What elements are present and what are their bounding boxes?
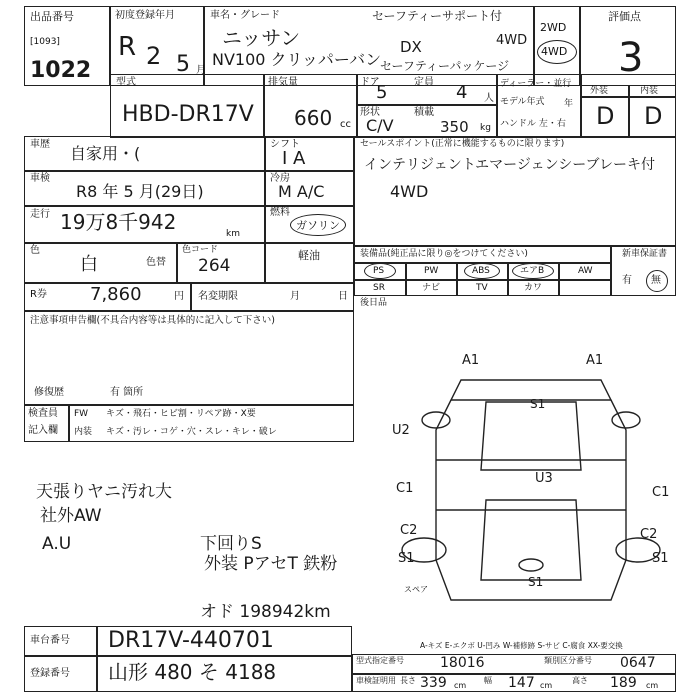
recycle-unit: 円 <box>174 291 184 302</box>
category-label: 類別区分番号 <box>544 656 592 665</box>
interior-label-2: 内装 <box>74 427 93 437</box>
divider <box>68 404 70 442</box>
shift-value: I A <box>282 148 306 169</box>
divider <box>558 262 560 296</box>
drive-2wd: 2WD <box>540 21 567 34</box>
score-value: 3 <box>618 35 644 81</box>
color-code-label: 色コード <box>182 245 219 255</box>
exterior-grade: D <box>596 102 615 130</box>
divider <box>405 262 407 296</box>
model-year-unit: 年 <box>564 99 574 109</box>
note-line5: 外装 PアセT 鉄粉 <box>204 554 338 574</box>
width-unit: cm <box>540 681 553 690</box>
selling-points-line2: 4WD <box>390 182 429 201</box>
interior-items: キズ・汚レ・コゲ・穴・スレ・キレ・破レ <box>106 427 277 437</box>
height-label: 高さ <box>572 676 588 685</box>
entry-label: 記入欄 <box>28 425 58 436</box>
color-label: 色 <box>30 245 40 256</box>
history-label: 車歴 <box>30 139 50 150</box>
note-line3: A.U <box>42 534 72 554</box>
reg-month: 5 <box>176 52 190 77</box>
mark-c1-right: C1 <box>652 485 670 500</box>
warranty-label: 新車保証書 <box>622 249 668 259</box>
chassis-label: 車台番号 <box>30 635 70 646</box>
note-line4: 下回りS <box>200 534 262 554</box>
recycle-value: 7,860 <box>90 284 142 305</box>
mark-a1-right: A1 <box>586 353 604 368</box>
drive-note: 4WD <box>496 33 528 48</box>
model-year-label: モデル年式 <box>500 97 545 107</box>
reg-month-unit: 月 <box>196 65 206 76</box>
selling-points-label: セールスポイント(正常に機能するものに限ります) <box>360 139 565 149</box>
load-label: 積載 <box>414 107 434 118</box>
interior-label: 内装 <box>640 86 659 96</box>
reg-era: R <box>118 32 137 62</box>
designation-value: 18016 <box>440 655 485 671</box>
divider <box>610 246 612 296</box>
interior-grade: D <box>644 102 663 130</box>
equip-airbag: エアB <box>520 266 545 276</box>
mark-s1-top: S1 <box>530 397 546 411</box>
height-value: 189 <box>610 675 637 691</box>
divider <box>356 104 496 106</box>
divider <box>496 74 498 138</box>
maker-name: ニッサン <box>222 26 301 50</box>
equip-tv: TV <box>476 283 488 293</box>
fuel-diesel: 軽油 <box>298 249 320 262</box>
mark-s1-right: S1 <box>652 551 669 566</box>
mark-s1-left: S1 <box>398 551 415 566</box>
width-label: 幅 <box>484 676 492 685</box>
repair-value: 有 箇所 <box>110 387 144 398</box>
note-line2: 社外AW <box>40 506 102 526</box>
declaration-label: 注意事項申告欄(不具合内容等は具体的に記入して下さい) <box>30 315 275 326</box>
mark-c1-left: C1 <box>396 481 414 496</box>
note-line1: 天張りヤニ汚れ大 <box>36 482 172 502</box>
model-name: NV100 クリッパーバン <box>212 50 382 69</box>
doors-label: ドア <box>360 77 380 88</box>
equip-aw: AW <box>578 266 593 276</box>
divider <box>24 242 354 244</box>
mark-c2-right: C2 <box>640 527 658 542</box>
day-label: 日 <box>338 291 348 302</box>
equip-pw: PW <box>424 266 439 276</box>
color-value: 白 <box>80 254 98 275</box>
info-block <box>24 136 354 406</box>
divider <box>24 310 354 312</box>
model-label: 車名・グレード <box>210 10 280 21</box>
equip-leather: カワ <box>524 283 543 293</box>
mark-c2-left: C2 <box>400 523 418 538</box>
reg-year: 2 <box>146 42 162 70</box>
spare-label: スペア <box>404 585 428 594</box>
type-label: 型式 <box>116 77 136 88</box>
lot-sub: [1093] <box>30 37 60 47</box>
capacity-label: 定員 <box>414 77 434 88</box>
divider <box>190 282 192 310</box>
fuel-gas: ガソリン <box>296 219 340 232</box>
drive-4wd: 4WD <box>541 45 568 58</box>
doors-value: 5 <box>376 82 388 103</box>
divider <box>264 136 266 282</box>
divider <box>356 74 358 138</box>
divider <box>176 242 178 282</box>
length-label: 長さ <box>400 676 416 685</box>
plate-value: 山形 480 そ 4188 <box>108 660 277 684</box>
fuel-label: 燃料 <box>270 207 290 218</box>
load-unit: kg <box>480 123 491 133</box>
divider <box>456 262 458 296</box>
plate-label: 登録番号 <box>30 668 70 679</box>
shape-value: C/V <box>366 116 394 135</box>
divider <box>507 262 509 296</box>
equip-navi: ナビ <box>422 283 441 293</box>
dealer-label: ディーラー・並行 <box>500 79 572 89</box>
shape-label: 形状 <box>360 107 380 118</box>
color-change-label: 色替 <box>146 257 166 268</box>
history-value: 自家用・( <box>70 144 141 163</box>
divider <box>24 170 354 172</box>
equip-sr: SR <box>373 283 385 293</box>
handle-label: ハンドル 左・右 <box>500 119 566 129</box>
divider <box>263 74 265 138</box>
lot-label: 出品番号 <box>30 10 74 23</box>
grade: DX <box>400 38 422 56</box>
warranty-yes: 有 <box>622 275 632 286</box>
name-change-label: 名変期限 <box>198 291 238 302</box>
mark-u3: U3 <box>535 471 553 486</box>
ac-value: M A/C <box>278 182 325 201</box>
equip-ps: PS <box>373 266 385 276</box>
mark-u2: U2 <box>392 423 410 438</box>
divider <box>628 86 630 138</box>
month-label: 月 <box>290 291 300 302</box>
type-value: HBD-DR17V <box>122 102 254 127</box>
note-odo: オド 198942km <box>200 602 331 622</box>
inspection-label: 車検 <box>30 173 50 184</box>
recycle-label: R券 <box>30 289 47 300</box>
color-code-value: 264 <box>198 256 231 276</box>
equipment-label: 装備品(純正品に限り◎をつけてください) <box>360 249 528 259</box>
divider <box>580 74 582 138</box>
shift-label: シフト <box>270 139 300 150</box>
damage-legend: A-キズ E-エクボ U-凹み W-補修跡 S-サビ C-腐食 XX-要交換 <box>420 641 623 650</box>
selling-points-line1: インテリジェントエマージェンシーブレーキ付 <box>364 157 655 173</box>
mark-a1-left: A1 <box>462 353 480 368</box>
height-unit: cm <box>646 681 659 690</box>
lot-number: 1022 <box>30 58 92 83</box>
designation-label: 型式指定番号 <box>356 656 404 665</box>
repair-label: 修復歴 <box>34 387 64 398</box>
exterior-label: 外装 <box>590 86 609 96</box>
first-reg-label: 初度登録年月 <box>115 10 175 21</box>
length-value: 339 <box>420 675 447 691</box>
width-value: 147 <box>508 675 535 691</box>
ac-label: 冷房 <box>270 173 290 184</box>
inspector-label: 検査員 <box>28 408 58 419</box>
fw-items: キズ・飛石・ヒビ割・リペア跡・X要 <box>106 409 256 419</box>
divider <box>24 205 354 207</box>
grade-note: セーフティーパッケージ <box>380 59 510 73</box>
load-value: 350 <box>440 118 469 136</box>
inspection-value: R8 年 5 月(29日) <box>76 182 204 201</box>
capacity-unit: 人 <box>484 93 494 104</box>
mileage-label: 走行 <box>30 209 50 220</box>
capacity-value: 4 <box>456 82 468 103</box>
mark-s1-bottom: S1 <box>528 575 544 589</box>
category-value: 0647 <box>620 655 656 671</box>
mileage-value: 19万8千942 <box>60 210 177 234</box>
displacement-unit: cc <box>340 119 351 130</box>
length-unit: cm <box>454 681 467 690</box>
equip-abs: ABS <box>472 266 490 276</box>
later-label: 後日品 <box>360 298 388 308</box>
divider <box>24 282 354 284</box>
warranty-no: 無 <box>651 275 661 286</box>
chassis-value: DR17V-440701 <box>108 628 274 653</box>
mileage-unit: km <box>226 229 240 239</box>
divider <box>354 279 610 281</box>
displacement-value: 660 <box>294 106 333 130</box>
fw-label: FW <box>74 409 89 419</box>
cert-label: 車検証明用 <box>356 676 396 685</box>
score-label: 評価点 <box>608 10 641 23</box>
safety-note: セーフティーサポート付 <box>372 9 502 23</box>
displacement-label: 排気量 <box>268 77 298 88</box>
